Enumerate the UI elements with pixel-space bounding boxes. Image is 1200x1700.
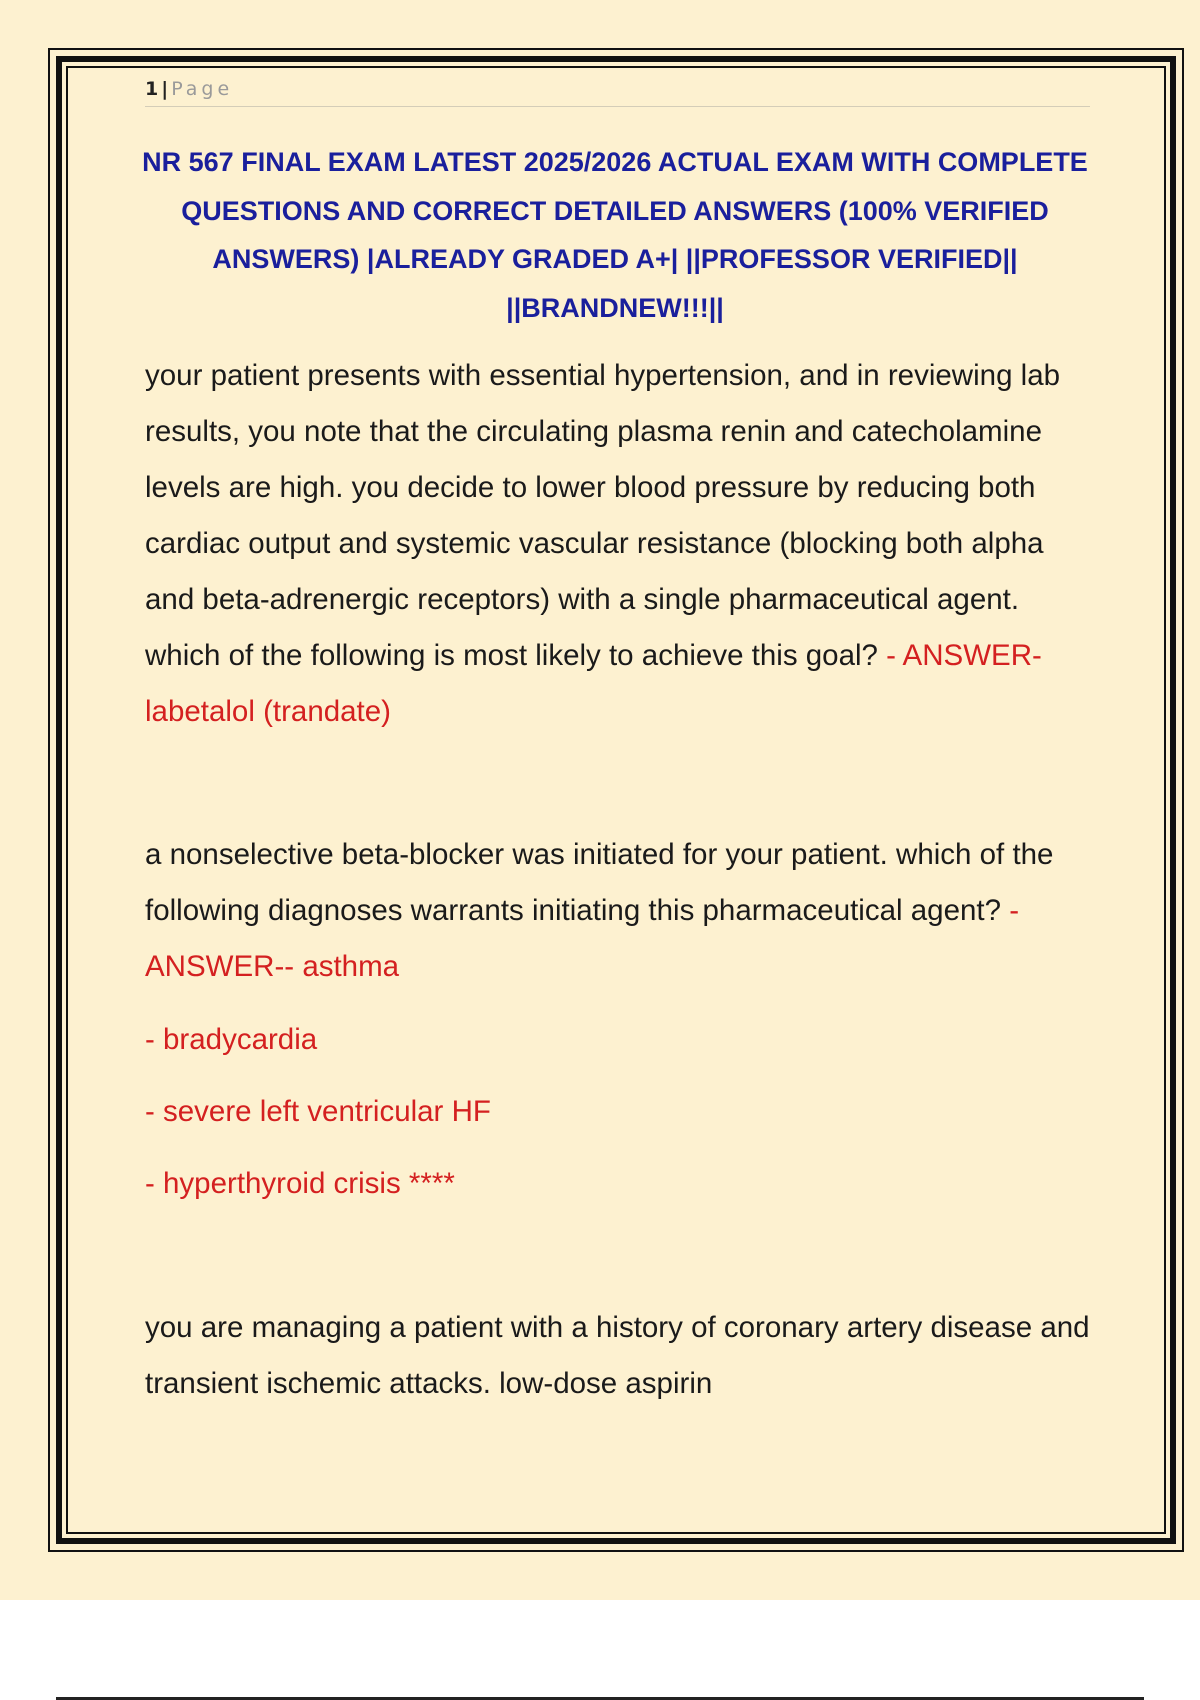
question-text: you are managing a patient with a history of coronary artery disease and transient ischemic attacks. low-dose aspirin [145, 1311, 1090, 1400]
answer-option: - severe left ventricular HF [145, 1095, 491, 1128]
question-item [145, 827, 1095, 995]
question-text: a nonselective beta-blocker was initiated for your patient. which of the following diagnoses warrants initiating this pharmaceutical agent? [145, 838, 1054, 927]
question-list [145, 348, 1095, 1412]
answer-text: - ANSWER-- asthma [145, 894, 1020, 983]
page-header [145, 74, 1090, 107]
question-item [145, 1300, 1095, 1412]
page-header-separator: | [161, 78, 169, 100]
answer-option: - bradycardia [145, 1023, 318, 1056]
question-text: your patient presents with essential hypertension, and in reviewing lab results, you note that the circulating plasma renin and catecholamine levels are high. you decide to lower blood pressure by reducing both cardiac output and systemic vascular resistance (blocking both alpha and beta-adrenergic receptors) with a single pharmaceutical agent. which of the following is most likely to achieve this goal? [145, 359, 1061, 672]
page-number: 1 [145, 78, 159, 100]
document-title: NR 567 FINAL EXAM LATEST 2025/2026 ACTUAL EXAM WITH COMPLETE QUESTIONS AND CORRECT DETAILED ANSWERS (100% VERIFIED ANSWERS) |ALREADY GRADED A+| ||PROFESSOR VERIFIED|| ||BRANDNEW!!!|| [142, 147, 1088, 323]
page-header-word: Page [171, 78, 234, 100]
question-item [145, 348, 1095, 740]
answer-option: - hyperthyroid crisis **** [145, 1167, 455, 1200]
answer-text: - ANSWER-labetalol (trandate) [145, 639, 1042, 728]
